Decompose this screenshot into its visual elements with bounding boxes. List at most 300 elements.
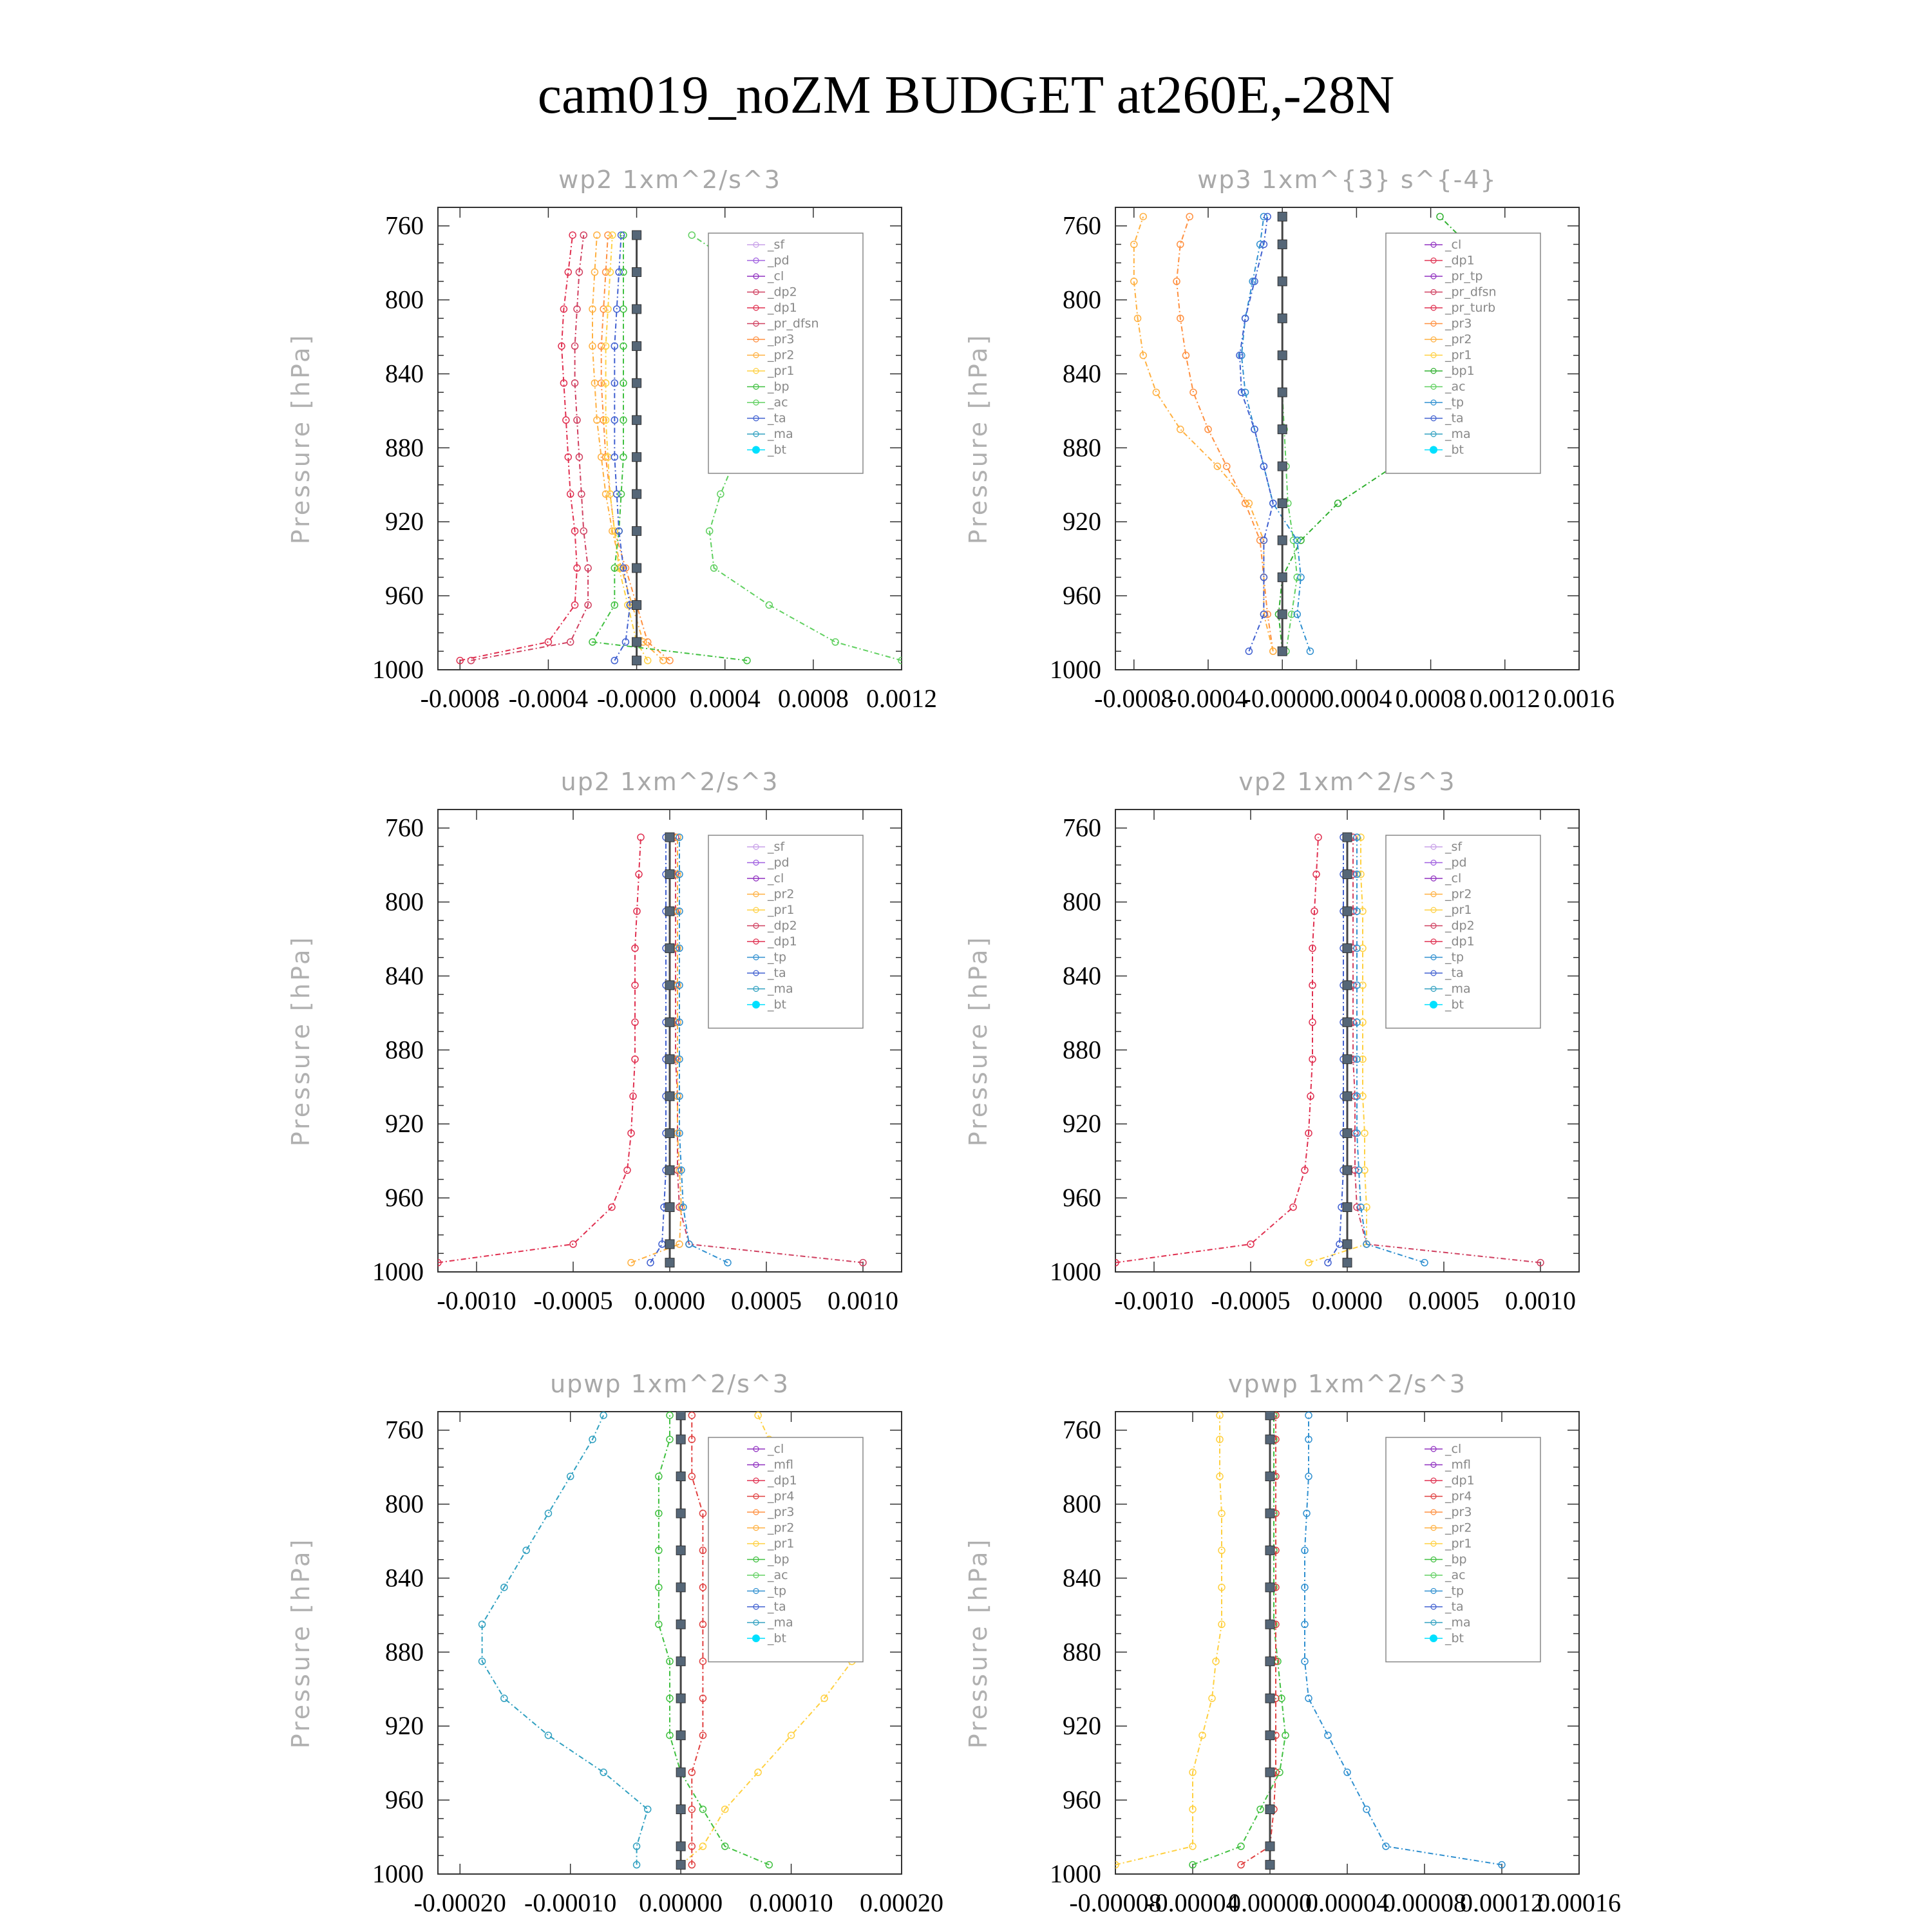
- data-point: [676, 1861, 685, 1870]
- y-tick-label: 840: [1063, 961, 1101, 990]
- x-tick-label: -0.00020: [413, 1888, 506, 1917]
- data-point: [667, 658, 673, 664]
- y-tick-label: 960: [1063, 581, 1101, 611]
- data-point: [676, 1842, 685, 1851]
- data-point: [632, 638, 641, 647]
- data-point: [656, 1621, 662, 1627]
- legend-label: _pr2: [1445, 332, 1472, 346]
- legend-label: _cl: [768, 1442, 784, 1456]
- data-point: [676, 1657, 685, 1666]
- data-point: [1343, 943, 1352, 952]
- y-tick-label: 760: [1063, 211, 1101, 240]
- data-point: [1278, 212, 1287, 221]
- panel-title: up2 1xm^2/s^3: [560, 768, 779, 796]
- data-point: [665, 981, 674, 990]
- legend-marker: [752, 446, 760, 454]
- legend-label: _bp1: [1445, 364, 1475, 378]
- series-line-ta: [1240, 216, 1273, 651]
- data-point: [632, 415, 641, 424]
- data-point: [1305, 1260, 1312, 1266]
- legend-label: _ma: [768, 427, 793, 441]
- series-line-dp1: [1115, 837, 1318, 1263]
- data-point: [1278, 499, 1287, 508]
- series-line-pr1: [1115, 1416, 1222, 1865]
- data-point: [632, 379, 641, 388]
- legend-label: _bt: [768, 998, 787, 1012]
- x-tick-label: 0.0012: [866, 684, 937, 713]
- data-point: [1278, 573, 1287, 582]
- data-point: [1278, 240, 1287, 249]
- data-point: [1224, 463, 1230, 469]
- y-tick-label: 960: [385, 1785, 424, 1815]
- x-tick-label: 0.0010: [828, 1286, 898, 1315]
- x-tick-label: 0.0005: [731, 1286, 802, 1315]
- data-point: [665, 1166, 674, 1175]
- data-point: [1278, 314, 1287, 323]
- data-point: [766, 601, 772, 608]
- data-point: [1218, 1547, 1225, 1553]
- y-tick-label: 800: [1063, 887, 1101, 916]
- data-point: [1265, 1731, 1274, 1740]
- legend-label: _ac: [1445, 1568, 1466, 1582]
- y-tick-label: 880: [385, 433, 424, 462]
- data-point: [665, 1092, 674, 1101]
- legend-label: _cl: [1445, 871, 1462, 886]
- y-tick-label: 880: [385, 1035, 424, 1065]
- series-line-ta: [650, 837, 666, 1263]
- legend-label: _sf: [1445, 840, 1463, 854]
- y-axis-label: Pressure [hPa]: [287, 332, 315, 545]
- data-point: [724, 1260, 731, 1266]
- x-tick-label: 0.0010: [1505, 1286, 1576, 1315]
- y-tick-label: 920: [1063, 507, 1101, 536]
- data-point: [628, 1260, 634, 1266]
- series-line-pr3: [1177, 216, 1273, 651]
- legend-label: _dp1: [768, 934, 797, 949]
- data-point: [1278, 536, 1287, 545]
- legend-label: _dp1: [768, 301, 797, 315]
- data-point: [1265, 1472, 1274, 1481]
- legend-label: _pr2: [768, 348, 795, 363]
- legend-label: _tp: [1445, 1584, 1464, 1598]
- data-point: [632, 341, 641, 350]
- legend-label: _cl: [768, 871, 784, 886]
- data-point: [676, 1768, 685, 1777]
- data-point: [1335, 500, 1341, 507]
- data-point: [1278, 647, 1287, 656]
- data-point: [665, 907, 674, 916]
- y-tick-label: 800: [385, 887, 424, 916]
- data-point: [1343, 907, 1352, 916]
- data-point: [1265, 1583, 1274, 1592]
- data-point: [1140, 213, 1146, 220]
- x-tick-label: -0.0005: [533, 1286, 613, 1315]
- series-line-pr2: [592, 235, 663, 661]
- legend-label: _pr1: [768, 1537, 795, 1551]
- data-point: [1278, 388, 1287, 397]
- data-point: [647, 1260, 654, 1266]
- legend-label: _pr1: [768, 364, 795, 378]
- legend-label: _ma: [1445, 427, 1471, 441]
- legend-label: _sf: [768, 840, 785, 854]
- x-tick-label: 0.00020: [860, 1888, 943, 1917]
- legend-label: _dp2: [1445, 918, 1475, 933]
- data-point: [676, 1411, 685, 1420]
- chart-panel-1: [964, 166, 1615, 713]
- legend-label: _ma: [1445, 1615, 1471, 1630]
- data-point: [632, 305, 641, 314]
- figure-title: cam019_noZM BUDGET at260E,-28N: [537, 65, 1395, 125]
- data-point: [688, 1769, 695, 1776]
- data-point: [1343, 833, 1352, 842]
- legend-label: _pr3: [1445, 316, 1472, 331]
- data-point: [1265, 1694, 1274, 1703]
- data-point: [1343, 1166, 1352, 1175]
- panel-title: wp3 1xm^{3} s^{-4}: [1197, 166, 1497, 194]
- legend-marker: [1430, 1634, 1437, 1642]
- data-point: [665, 943, 674, 952]
- x-tick-label: 0.0016: [1544, 684, 1615, 713]
- legend-label: _pd: [768, 253, 790, 268]
- data-point: [676, 1731, 685, 1740]
- x-tick-label: -0.0005: [1211, 1286, 1291, 1315]
- legend-label: _ma: [768, 981, 793, 996]
- data-point: [676, 1435, 685, 1444]
- legend-label: _pr3: [1445, 1505, 1472, 1519]
- series-line-bp: [1193, 1416, 1285, 1865]
- legend-label: _mfl: [768, 1457, 793, 1472]
- series-line-dp1: [438, 837, 641, 1263]
- data-point: [1131, 241, 1137, 247]
- data-point: [676, 1546, 685, 1555]
- y-tick-label: 960: [385, 1183, 424, 1213]
- data-point: [1343, 981, 1352, 990]
- chart-panel-4: [287, 1370, 943, 1917]
- data-point: [755, 1769, 761, 1776]
- data-point: [676, 1472, 685, 1481]
- data-point: [688, 1806, 695, 1812]
- data-point: [1290, 1204, 1296, 1210]
- x-tick-label: -0.0000: [596, 684, 677, 713]
- x-tick-label: 0.00004: [1305, 1888, 1389, 1917]
- data-point: [1294, 537, 1300, 544]
- legend-label: _dp2: [768, 918, 797, 933]
- x-tick-label: -0.0008: [1094, 684, 1174, 713]
- y-tick-label: 1000: [372, 1859, 424, 1888]
- legend-label: _mfl: [1445, 1457, 1471, 1472]
- y-axis-label: Pressure [hPa]: [287, 1537, 315, 1749]
- legend-label: _ma: [1445, 981, 1471, 996]
- legend-label: _cl: [1445, 238, 1462, 252]
- data-point: [632, 453, 641, 462]
- data-point: [1257, 537, 1264, 544]
- legend-label: _ta: [1445, 966, 1464, 980]
- y-axis-label: Pressure [hPa]: [964, 1537, 992, 1749]
- data-point: [1265, 1411, 1274, 1420]
- legend-label: _pr2: [768, 887, 795, 902]
- series-line-pr1: [1309, 837, 1367, 1263]
- y-tick-label: 920: [385, 507, 424, 536]
- y-tick-label: 840: [1063, 1563, 1101, 1593]
- legend-label: _pr1: [1445, 348, 1472, 363]
- y-axis-label: Pressure [hPa]: [287, 934, 315, 1147]
- series-line-ta: [1328, 837, 1343, 1263]
- y-tick-label: 1000: [1050, 655, 1101, 684]
- x-tick-label: -0.00010: [524, 1888, 617, 1917]
- data-point: [1238, 1862, 1244, 1868]
- y-tick-label: 800: [1063, 1489, 1101, 1519]
- data-point: [688, 232, 695, 238]
- x-tick-label: -0.00008: [1069, 1888, 1162, 1917]
- data-point: [676, 1804, 685, 1814]
- data-point: [665, 870, 674, 879]
- x-tick-label: 0.0004: [689, 684, 761, 713]
- legend-label: _ac: [768, 395, 788, 410]
- legend-label: _tp: [768, 950, 787, 965]
- legend-label: _pr_dfsn: [768, 316, 819, 331]
- data-point: [632, 527, 641, 536]
- series-line-ta: [614, 235, 630, 661]
- data-point: [1437, 213, 1443, 220]
- y-tick-label: 1000: [372, 1257, 424, 1286]
- data-point: [1265, 1546, 1274, 1555]
- data-point: [1265, 1804, 1274, 1814]
- legend-label: _tp: [1445, 950, 1464, 965]
- data-point: [1265, 1768, 1274, 1777]
- data-point: [632, 489, 641, 498]
- legend-label: _pr_turb: [1445, 301, 1496, 315]
- data-point: [523, 1547, 529, 1553]
- legend-label: _ta: [768, 411, 786, 426]
- data-point: [1343, 1055, 1352, 1064]
- y-tick-label: 960: [1063, 1183, 1101, 1213]
- data-point: [665, 1258, 674, 1267]
- legend-label: _pr_tp: [1445, 269, 1483, 283]
- legend-label: _pr1: [1445, 1537, 1472, 1551]
- y-tick-label: 880: [1063, 433, 1101, 462]
- legend-label: _bp: [768, 379, 790, 394]
- y-tick-label: 800: [385, 285, 424, 314]
- data-point: [1265, 1842, 1274, 1851]
- series-line-pr4: [692, 1416, 703, 1865]
- y-tick-label: 920: [1063, 1109, 1101, 1139]
- y-tick-label: 840: [385, 1563, 424, 1593]
- x-tick-label: 0.0004: [1321, 684, 1392, 713]
- data-point: [632, 656, 641, 665]
- legend-label: _ac: [1445, 379, 1466, 394]
- legend-label: _pr_dfsn: [1445, 285, 1497, 299]
- legend-label: _pr3: [768, 332, 795, 346]
- x-tick-label: 0.00000: [639, 1888, 723, 1917]
- legend-label: _pr1: [1445, 903, 1472, 917]
- legend-label: _ta: [1445, 1600, 1464, 1614]
- data-point: [699, 1806, 706, 1812]
- data-point: [665, 1240, 674, 1249]
- legend-label: _bp: [1445, 1552, 1467, 1567]
- chart-panel-3: [964, 768, 1579, 1315]
- data-point: [1421, 1260, 1428, 1266]
- data-point: [632, 231, 641, 240]
- data-point: [1265, 1861, 1274, 1870]
- x-tick-label: 0.00012: [1460, 1888, 1544, 1917]
- legend-label: _cl: [768, 269, 784, 283]
- x-tick-label: 0.0008: [1395, 684, 1466, 713]
- series-line-pr3: [601, 235, 670, 661]
- data-point: [1238, 1843, 1244, 1850]
- legend-label: _ta: [768, 966, 786, 980]
- data-point: [580, 528, 587, 535]
- data-point: [1265, 1509, 1274, 1518]
- y-axis-label: Pressure [hPa]: [964, 934, 992, 1147]
- y-tick-label: 800: [1063, 285, 1101, 314]
- legend-label: _ta: [1445, 411, 1464, 426]
- x-tick-label: 0.00010: [749, 1888, 833, 1917]
- data-point: [1325, 1260, 1331, 1266]
- data-point: [611, 658, 618, 664]
- legend-label: _bt: [1445, 1631, 1464, 1645]
- data-point: [699, 1843, 706, 1850]
- data-point: [665, 1129, 674, 1138]
- data-point: [1343, 1258, 1352, 1267]
- legend-label: _pr2: [1445, 1520, 1472, 1535]
- legend-label: _ta: [768, 1600, 786, 1614]
- data-point: [645, 658, 651, 664]
- series-line-ma: [482, 1416, 648, 1865]
- x-tick-label: 0.0000: [634, 1286, 705, 1315]
- y-tick-label: 880: [385, 1637, 424, 1667]
- x-tick-label: 0.0005: [1408, 1286, 1479, 1315]
- data-point: [665, 833, 674, 842]
- data-point: [545, 639, 551, 645]
- data-point: [1177, 426, 1184, 433]
- y-tick-label: 920: [385, 1711, 424, 1741]
- data-point: [645, 1806, 651, 1812]
- legend-label: _pd: [768, 855, 790, 870]
- data-point: [1186, 213, 1193, 220]
- legend-label: _dp2: [768, 285, 797, 299]
- data-point: [569, 232, 576, 238]
- data-point: [1190, 389, 1197, 395]
- legend-label: _ma: [768, 1615, 793, 1630]
- data-point: [676, 1583, 685, 1592]
- data-point: [1343, 1092, 1352, 1101]
- x-tick-label: -0.0000: [1242, 684, 1322, 713]
- series-line-pr1: [606, 235, 648, 661]
- y-tick-label: 760: [385, 1415, 424, 1444]
- x-tick-label: 0.00016: [1537, 1888, 1621, 1917]
- data-point: [656, 1584, 662, 1591]
- x-tick-label: -0.0010: [1114, 1286, 1194, 1315]
- legend-label: _dp1: [1445, 1473, 1475, 1488]
- legend-label: _tp: [1445, 395, 1464, 410]
- data-point: [501, 1695, 507, 1701]
- data-point: [1278, 610, 1287, 619]
- data-point: [676, 1694, 685, 1703]
- panel-title: vpwp 1xm^2/s^3: [1227, 1370, 1467, 1398]
- data-point: [1343, 870, 1352, 879]
- y-tick-label: 1000: [372, 655, 424, 684]
- y-tick-label: 840: [1063, 359, 1101, 388]
- y-tick-label: 920: [385, 1109, 424, 1139]
- data-point: [632, 564, 641, 573]
- data-point: [1265, 1620, 1274, 1629]
- y-tick-label: 760: [1063, 813, 1101, 842]
- data-point: [600, 1769, 607, 1776]
- data-point: [1343, 1202, 1352, 1211]
- y-tick-label: 760: [1063, 1415, 1101, 1444]
- y-tick-label: 760: [385, 813, 424, 842]
- legend-label: _pr3: [768, 1505, 795, 1519]
- data-point: [676, 1241, 683, 1247]
- y-tick-label: 960: [385, 581, 424, 611]
- y-axis-label: Pressure [hPa]: [964, 332, 992, 545]
- data-point: [545, 1732, 551, 1739]
- legend-label: _pr2: [768, 1520, 795, 1535]
- chart-panel-5: [964, 1370, 1621, 1917]
- legend-label: _sf: [768, 238, 785, 252]
- y-tick-label: 1000: [1050, 1257, 1101, 1286]
- legend-label: _pr1: [768, 903, 795, 917]
- y-tick-label: 880: [1063, 1637, 1101, 1667]
- data-point: [688, 1473, 695, 1480]
- x-tick-label: 0.00008: [1383, 1888, 1466, 1917]
- data-point: [676, 1509, 685, 1518]
- legend-label: _pr2: [1445, 887, 1472, 902]
- legend-label: _bt: [1445, 998, 1464, 1012]
- x-tick-label: -0.0010: [437, 1286, 516, 1315]
- legend-label: _pr4: [1445, 1489, 1472, 1504]
- legend-label: _bp: [768, 1552, 790, 1567]
- legend-label: _bt: [768, 1631, 787, 1645]
- legend-label: _pd: [1445, 855, 1467, 870]
- x-tick-label: 0.00000: [1228, 1888, 1312, 1917]
- legend-label: _cl: [1445, 1442, 1462, 1456]
- data-point: [660, 658, 667, 664]
- data-point: [1343, 1129, 1352, 1138]
- x-tick-label: -0.00004: [1146, 1888, 1239, 1917]
- data-point: [1325, 1732, 1331, 1739]
- legend-marker: [752, 1634, 760, 1642]
- data-point: [1153, 389, 1159, 395]
- data-point: [1278, 462, 1287, 471]
- data-point: [545, 1510, 551, 1517]
- data-point: [632, 268, 641, 277]
- data-point: [1265, 1435, 1274, 1444]
- data-point: [676, 1620, 685, 1629]
- x-tick-label: -0.0008: [420, 684, 500, 713]
- data-point: [1278, 277, 1287, 286]
- panel-title: wp2 1xm^2/s^3: [558, 166, 781, 194]
- y-tick-label: 920: [1063, 1711, 1101, 1741]
- data-point: [1278, 351, 1287, 360]
- x-tick-label: -0.0004: [1168, 684, 1248, 713]
- legend-marker: [752, 1001, 760, 1009]
- data-point: [1343, 1240, 1352, 1249]
- data-point: [665, 1018, 674, 1027]
- data-point: [1315, 834, 1321, 840]
- y-tick-label: 760: [385, 211, 424, 240]
- legend-label: _bt: [768, 442, 787, 457]
- legend-label: _ac: [768, 1568, 788, 1582]
- legend-label: _pr4: [768, 1489, 795, 1504]
- series-line-pr2: [631, 837, 681, 1263]
- data-point: [632, 600, 641, 609]
- data-point: [1343, 1018, 1352, 1027]
- x-tick-label: -0.0004: [508, 684, 589, 713]
- data-point: [665, 1055, 674, 1064]
- y-tick-label: 840: [385, 359, 424, 388]
- data-point: [1278, 425, 1287, 434]
